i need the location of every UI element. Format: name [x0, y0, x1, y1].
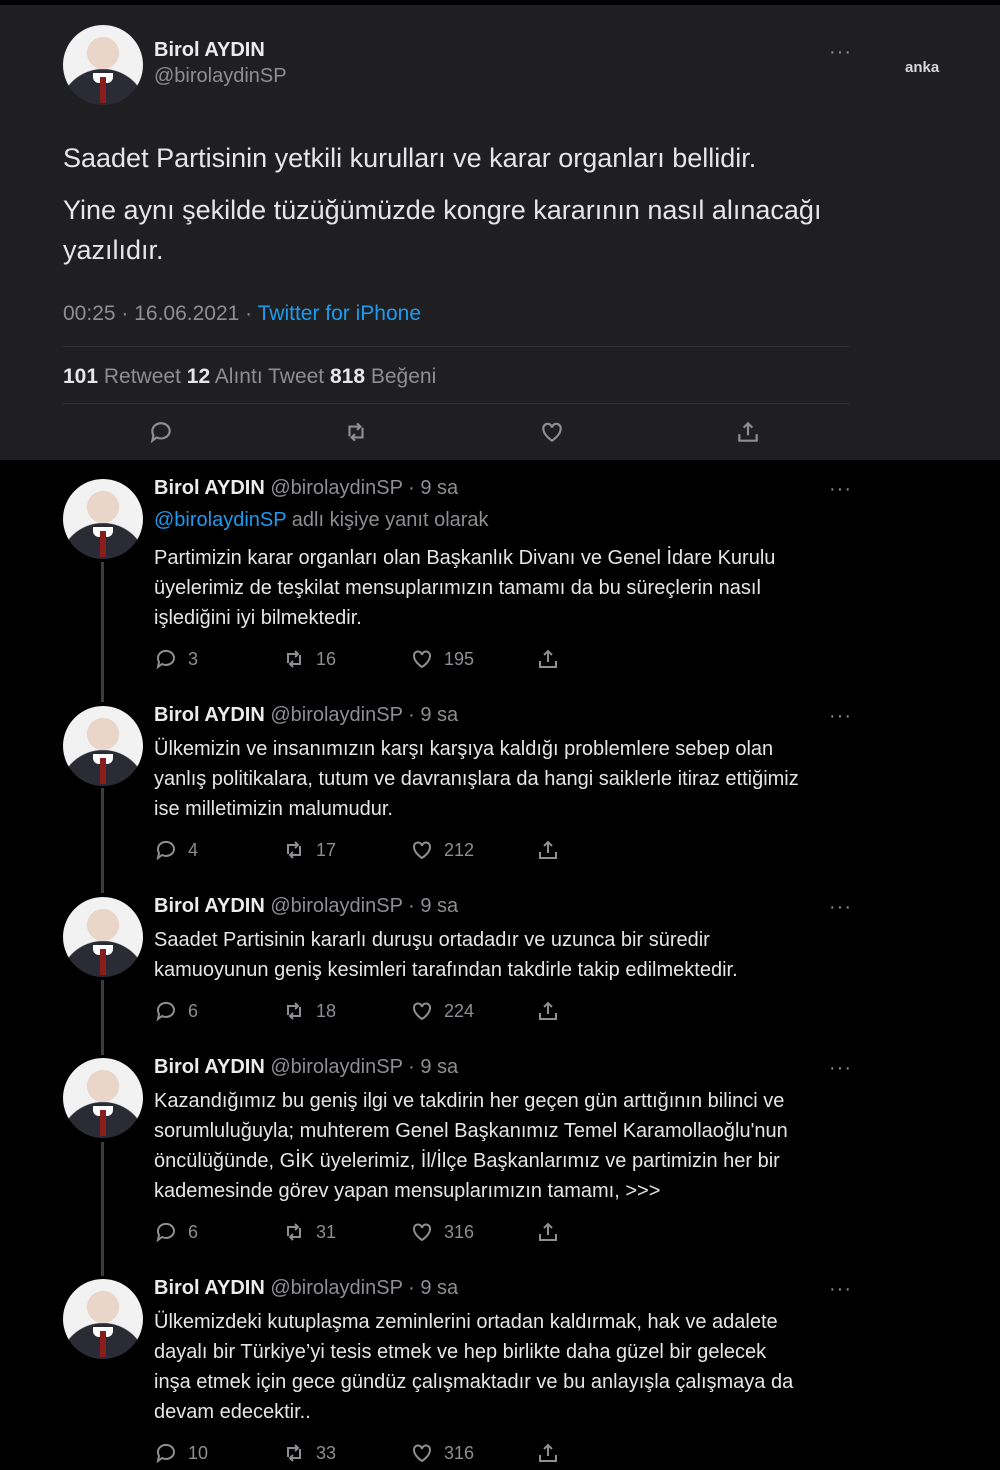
reply-count: 3 [188, 648, 199, 669]
avatar[interactable] [63, 479, 143, 559]
more-options-icon[interactable]: ··· [829, 1278, 852, 1300]
like-action[interactable] [410, 999, 474, 1023]
share-action[interactable] [536, 647, 560, 671]
share-icon[interactable] [735, 419, 761, 445]
reply-icon[interactable] [148, 419, 174, 445]
tweet-text-line: inşa etmek için gece gündüz çalışmaktadır ve bu anlayışla çalışmaya da [154, 1371, 794, 1393]
divider [63, 403, 849, 404]
replying-to-label: adlı kişiye yanıt olarak [286, 509, 489, 531]
tweet-text-paragraph-1: Saadet Partisinin yetkili kurulları ve karar organları bellidir. [63, 143, 757, 173]
reply-action[interactable] [154, 1220, 198, 1244]
retweet-action[interactable] [282, 647, 336, 671]
author-handle-time[interactable]: @birolaydinSP · 9 sa [264, 895, 459, 917]
like-icon [410, 1220, 434, 1244]
author-handle-time[interactable]: @birolaydinSP · 9 sa [264, 477, 459, 499]
author-name[interactable]: Birol AYDIN [154, 477, 265, 499]
like-icon [410, 838, 434, 862]
author-name[interactable]: Birol AYDIN [154, 895, 265, 917]
tweet-text [154, 1307, 854, 1427]
tweet-text-line: Saadet Partisinin kararlı duruşu ortadadır ve uzunca bir süredir [154, 929, 710, 951]
like-action[interactable] [410, 1441, 474, 1465]
tweet-text-line: öncülüğünde, GİK üyelerimiz, İl/İlçe Başkanlarımız ve partimizin her bir [154, 1150, 780, 1172]
author-name[interactable]: Birol AYDIN [154, 39, 265, 61]
tweet-text-line: Ülkemizdeki kutuplaşma zeminlerini ortadan kaldırmak, hak ve adalete [154, 1311, 778, 1333]
share-action[interactable] [536, 999, 560, 1023]
reply-action[interactable] [154, 1441, 208, 1465]
reply-tweet[interactable] [0, 1056, 1000, 1256]
avatar[interactable] [63, 1279, 143, 1359]
tweet-text [154, 543, 854, 633]
reply-tweet[interactable] [0, 704, 1000, 874]
more-options-icon[interactable]: ··· [829, 1057, 852, 1079]
retweet-icon [282, 647, 306, 671]
author-handle-time[interactable]: @birolaydinSP · 9 sa [264, 704, 459, 726]
replying-to [154, 509, 489, 532]
retweet-count: 31 [316, 1221, 337, 1242]
share-icon [536, 999, 560, 1023]
like-count: 316 [444, 1442, 475, 1463]
retweet-label[interactable]: Retweet [98, 365, 187, 388]
source-link[interactable]: Twitter for iPhone [257, 302, 422, 325]
tweet-text [154, 925, 854, 985]
tweet-text-line: ise milletimizin malumudur. [154, 798, 393, 820]
reply-tweet[interactable] [0, 895, 1000, 1035]
reply-count: 10 [188, 1442, 209, 1463]
more-options-icon[interactable]: ··· [829, 705, 852, 727]
retweet-action[interactable] [282, 999, 336, 1023]
author-handle-time[interactable]: @birolaydinSP · 9 sa [264, 1277, 459, 1299]
retweet-count: 33 [316, 1442, 337, 1463]
like-count: 316 [444, 1221, 475, 1242]
share-icon [536, 647, 560, 671]
tweet-text-line: kademesinde görev yapan mensuplarımızın tamamı, >>> [154, 1180, 661, 1202]
engagement-stats [63, 365, 436, 389]
tweet-text-line-2: Yine aynı şekilde tüzüğümüzde kongre kararının nasıl alınacağı [63, 195, 822, 225]
avatar[interactable] [63, 1058, 143, 1138]
tweet-text-line: sorumluluğuyla; muhterem Genel Başkanımız Temel Karamollaoğlu'nun [154, 1120, 788, 1142]
tweet-text-line: Partimizin karar organları olan Başkanlık Divanı ve Genel İdare Kurulu [154, 547, 776, 569]
author-name[interactable]: Birol AYDIN [154, 1056, 265, 1078]
share-icon [536, 1441, 560, 1465]
like-action[interactable] [410, 1220, 474, 1244]
like-count: 224 [444, 1000, 475, 1021]
avatar[interactable] [63, 25, 143, 105]
avatar[interactable] [63, 897, 143, 977]
reply-icon [154, 1220, 178, 1244]
like-label[interactable]: Beğeni [365, 365, 437, 388]
watermark-logo: anka [905, 59, 940, 76]
tweet-header [154, 704, 458, 727]
tweet-text-line-3: yazılıdır. [63, 235, 164, 265]
retweet-action[interactable] [282, 838, 336, 862]
reply-icon [154, 647, 178, 671]
reply-count: 4 [188, 839, 199, 860]
retweet-icon [282, 1220, 306, 1244]
main-tweet-panel [0, 0, 1000, 460]
reply-action[interactable] [154, 647, 198, 671]
retweet-count: 17 [316, 839, 337, 860]
tweet-header [154, 477, 458, 500]
reply-action[interactable] [154, 999, 198, 1023]
quote-label[interactable]: Alıntı Tweet [210, 365, 330, 388]
like-icon [410, 999, 434, 1023]
tweet-text [154, 734, 874, 824]
mention-link[interactable]: @birolaydinSP [154, 509, 287, 531]
quote-count[interactable]: 12 [186, 365, 211, 388]
retweet-icon[interactable] [343, 419, 369, 445]
author-handle[interactable]: @birolaydinSP [154, 65, 287, 87]
retweet-icon [282, 999, 306, 1023]
retweet-count: 16 [316, 648, 337, 669]
author-handle-time[interactable]: @birolaydinSP · 9 sa [264, 1056, 459, 1078]
like-icon[interactable] [539, 419, 565, 445]
reply-count: 6 [188, 1221, 199, 1242]
avatar[interactable] [63, 706, 143, 786]
reply-icon [154, 838, 178, 862]
retweet-icon [282, 1441, 306, 1465]
like-count: 212 [444, 839, 475, 860]
more-options-icon[interactable]: ··· [829, 896, 852, 918]
retweet-icon [282, 838, 306, 862]
reply-icon [154, 999, 178, 1023]
tweet-text-line: devam edecektir.. [154, 1401, 311, 1423]
retweet-count: 18 [316, 1000, 337, 1021]
timestamp-text[interactable]: 00:25 · 16.06.2021 · [63, 302, 258, 325]
tweet-header [154, 1056, 458, 1079]
tweet-timestamp [63, 302, 421, 326]
like-count: 195 [444, 648, 475, 669]
author-name[interactable]: Birol AYDIN [154, 704, 265, 726]
reply-icon [154, 1441, 178, 1465]
retweet-count[interactable]: 101 [63, 365, 99, 388]
tweet-text-line: kamuoyunun geniş kesimleri tarafından takdirle takip edilmektedir. [154, 959, 738, 981]
retweet-action[interactable] [282, 1441, 336, 1465]
share-action[interactable] [536, 1220, 560, 1244]
tweet-header [154, 1277, 458, 1300]
more-options-icon[interactable]: ··· [829, 41, 852, 63]
like-count[interactable]: 818 [329, 365, 366, 388]
tweet-text-line: Kazandığımız bu geniş ilgi ve takdirin her geçen gün arttığının bilinci ve [154, 1090, 785, 1112]
like-action[interactable] [410, 838, 474, 862]
share-icon [536, 1220, 560, 1244]
retweet-action[interactable] [282, 1220, 336, 1244]
share-icon [536, 838, 560, 862]
tweet-text-line: yanlış politikalara, tutum ve davranışlara da hangi saiklerle itiraz ettiğimiz [154, 768, 799, 790]
tweet-header [154, 895, 458, 918]
tweet-text-line: dayalı bir Türkiye’yi tesis etmek ve hep birlikte daha güzel bir gelecek [154, 1341, 767, 1363]
reply-action[interactable] [154, 838, 198, 862]
reply-tweet[interactable] [0, 1277, 1000, 1470]
like-action[interactable] [410, 647, 474, 671]
divider [63, 346, 849, 347]
tweet-text-line: üyelerimiz de teşkilat mensuplarımızın tamamı da bu süreçlerin nasıl [154, 577, 761, 599]
reply-count: 6 [188, 1000, 199, 1021]
like-icon [410, 1441, 434, 1465]
tweet-text-line: Ülkemizin ve insanımızın karşı karşıya kaldığı problemlere sebep olan [154, 738, 774, 760]
share-action[interactable] [536, 838, 560, 862]
tweet-text-line: işlediğini iyi bilmektedir. [154, 607, 362, 629]
share-action[interactable] [536, 1441, 560, 1465]
more-options-icon[interactable]: ··· [829, 478, 852, 500]
tweet-text [154, 1086, 854, 1206]
reply-tweet[interactable] [0, 477, 1000, 667]
author-name[interactable]: Birol AYDIN [154, 1277, 265, 1299]
like-icon [410, 647, 434, 671]
